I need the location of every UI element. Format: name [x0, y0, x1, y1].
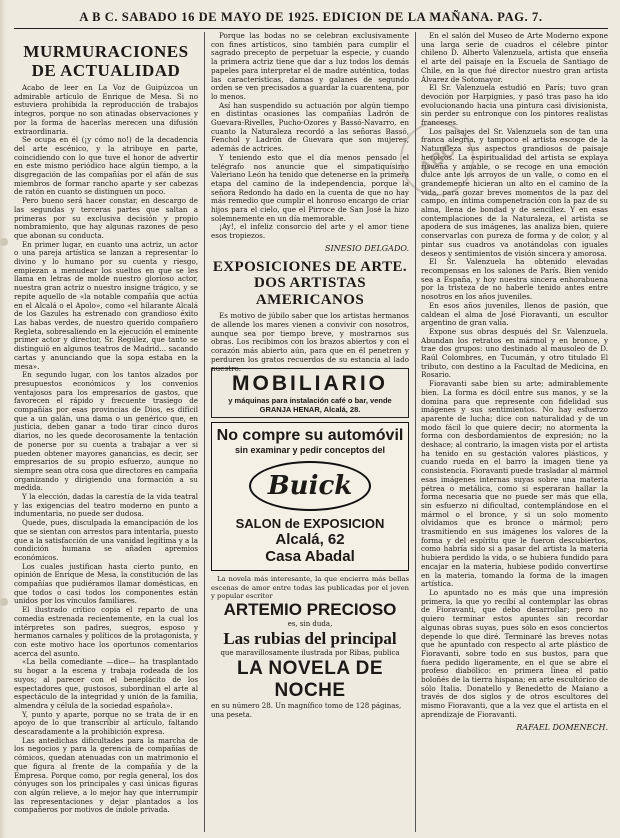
- article-paragraph: «La bella comediante —dice— ha trasplantado su hogar a la escena y trabaja rodeada de los suyos; al parecer con el beneplácito de los espectadores que, gustosos, subordinan el arte al espectáculo de la integridad y unión de la familia, almendra y célula de la sociedad española».: [14, 657, 198, 710]
- column-rule: [204, 32, 205, 832]
- article-murmuraciones-title: MURMURACIONES DE ACTUALIDAD: [23, 42, 189, 80]
- ad-novela-intro: La novela más interesante, la que encierra más bellas escenas de amor entre todas las publicadas por el joven y popular escritor: [211, 575, 409, 600]
- article-signature: SINESIO DELGADO.: [324, 243, 409, 253]
- article-paragraph: Así han suspendido su actuación por algún tiempo en distintas ocasiones las compañías Ladrón de Guevara-Rivelles, Pucho-Ozores y Bassó-Navarro, en cuanto la Naturaleza recordó a las señoras Bassó, Fenchol y Ladrón de Guevara que son mujeres, además de actrices.: [211, 100, 409, 154]
- ad-mobiliario: [211, 368, 409, 418]
- ad-novela-book-title: Las rubias del principal: [223, 628, 397, 648]
- ad-mobiliario-title: MOBILIARIO: [232, 372, 388, 396]
- article-paragraph: En primer lugar, en cuanto una actriz, un actor o una pareja artística se lanzan a representar lo divino y lo humano por su cuenta y riesgo, empiezan a menudear los sueltos en que se les llama en letras de molde nuestro glorioso actor, nuestra gran actriz o nuestro insigne trágico, y se repite aquello de «la notable compañía que actúa en el Alcalá o el Apolo», como «el hilarante Alcalá de los Gazules ha estrenado con grandioso éxito Las habas verdes, de nuestro querido compañero Regleta, sobresaliendo en la ejecución el eminente primer actor y director, Sr. Regúlez, que tanto se distinguió en algunos teatros de Madrid... sacando cartas y anunciando que la sopa estaba en la mesa».: [14, 239, 198, 371]
- ad-buick-company: Casa Abadal: [265, 548, 355, 566]
- columns: [14, 32, 608, 832]
- article-paragraph: En el salón del Museo de Arte Moderno expone una larga serie de cuadros el célebre pintor chileno D. Alberto Valenzuela, artista que enseña el arte del paisaje en la Escuela de Santiago de Chile, en la que fué director nuestro gran artista Álvarez de Sotomayor.: [421, 31, 608, 84]
- article-paragraph: En segundo lugar, con los tantos alzados por presupuestos económicos y los convenios ventajosos para los empresarios de gastos, que favorecen el rápido y frecuente trasiego de compañías por esas provincias de Dios, es difícil que a un galán, una dama o un genérico que, en justicia, deben ganar a todo tirar cinco duros diarios, no les quede decorosamente la tentación de ponerse por su cuenta a trabajar a ver si pueden obtener mayores ganancias, es decir, ser empresarios de su propio esfuerzo, aunque no siempre sean otra cosa que directores en campaña organizando y dirigiendo una formación a su medida.: [14, 370, 198, 493]
- ad-buick-subline: sin examinar y pedir conceptos del: [234, 445, 386, 456]
- article-exposiciones-title: EXPOSICIONES DE ARTE. DOS ARTISTAS AMERICANOS: [212, 258, 408, 308]
- ad-buick: [211, 422, 409, 571]
- article-paragraph: Expone sus obras después del Sr. Valenzuela. Abundan los retratos en mármol y en bronce, y trae dos grupos: uno destinado al mausoleo de D. Raúl Colombres, en Tucumán, y otro titulado El tributo, con destino a la Facultad de Medicina, en Rosario.: [421, 326, 608, 380]
- article-paragraph: Se ocupa en él (¡y cómo no!) de la decadencia del arte escénico, y la atribuye en parte, coincidiendo con lo que tuve el honor de advertir en este mismo periódico hace algún tiempo, a la disgregación de las compañías por el afán de sus miembros de formar rancho aparte y ser cabezas de ratón en cuanto se distinguen un poco.: [14, 135, 198, 197]
- article-paragraph: Los paisajes del Sr. Valenzuela son de tan una franca alegría, y tampoco el artista escoge de la Naturaleza sus aspectos grandiosos de paisaje heroicos. La espiritualidad del artista se explaya risueña y amable, o se recoge en una emoción dulce ante los arroyos de un valle, o como en el grandemente hicieran un alto en el camino de la vida, para gozar breves momentos de la paz del campo, en íntima compenetración con la paz de su alma, llena de bondad y de sencillez. Y en esas contemplaciones de la Naturaleza, el artista se apodera de sus imágenes, las analiza bien, quiere conservarlas con pureza de forma y de color, y al pintar sus cuadros va anotándolas con iguales deseos y sentimientos de visión sincera y amorosa.: [421, 126, 608, 258]
- article-paragraph: Los cuales justifican hasta cierto punto, en opinión de Enrique de Mesa, la constitución de las compañías que pudiéramos llamar domésticas, en que todos o casi todos los componentes están unidos por los vínculos familiares.: [14, 561, 198, 606]
- buick-logo: Buick: [249, 461, 371, 511]
- ad-buick-address: Alcalá, 62: [275, 531, 345, 549]
- ad-novela-mid: es, sin duda,: [287, 619, 333, 628]
- ad-novela: [211, 575, 409, 720]
- article-paragraph: Pero bueno será hacer constar, en descargo de las segundas y terceras partes que saltan a primeras por su exclusiva decisión y propio nombramiento, que hay algunas razones de peso que abonan su conducta.: [14, 196, 198, 240]
- article-paragraph: Quede, pues, disculpada la emancipación de los que se sientan con arrestos para intentarla, puesto que a la satisfacción de una vanidad legítima y a la condición humana se añaden apremios económicos.: [14, 518, 198, 562]
- ad-novela-mid2: que maravillosamente ilustrada por Ribas, publica: [220, 648, 400, 657]
- article-signature: RAFAEL DOMENECH.: [516, 722, 608, 732]
- abc-watermark-stamp: ABC: [385, 107, 488, 210]
- newspaper-page: [14, 6, 608, 832]
- binding-hole: [0, 238, 8, 246]
- ad-buick-salon: SALON de EXPOSICION: [235, 516, 385, 532]
- article-paragraph: Y, punto y aparte, porque no se trata de ir en apoyo de lo que transcribir al artículo, faltando descaradamente a la prohibición expresa.: [14, 709, 198, 737]
- article-paragraph: Las antedichas dificultades para la marcha de los negocios y para la gerencia de compañías de cómicos, quedan atenuadas con un matrimonio el que figura al frente de la compañía y de la Empresa. Porque como, por regla general, los dos cónyuges son los principales y casi únicas figuras con algún relieve, a lo mejor hay que interrumpir las representaciones y dejar plantados a los compañeros por motivos de índole privada.: [14, 735, 198, 815]
- article-paragraph: Fioravanti sabe bien su arte; admirablemente bien. La forma es dócil entre sus manos, y se la domina para que represente con fidelidad sus imágenes y sus sentimientos. No hay esfuerzo aparente de lucha; dice con naturalidad y de un modo fácil lo que quiere decir; no atormenta la forma con desbordamientos de expresión; no la deshace; al contrario, la imagen vista por el artista ha tenido en su gestación valores plásticos, y cuando rueda en el barro la imagen tiene ya consistencia. Fioravanti puede trasladar al mármol esas imágenes internas suyas sobre una materia pétrea o metálica, como si esperaran hallar la forma necesaria que no puede ser más que ella, sin esfuerzo ni dificultad, contemplándose en el mármol o el bronce, y si un solo momento olvidamos que es bronce o mármol; pero trasmitiendo en sus imágenes los valores de la forma y del espíritu que le fueron descubiertos, como habría sido si a pasar del artista la materia hubiera perdido la vida, o se hubiera fundido para encajar en la materia, hubiese podido convertirse en la materia, tomando la forma de la imagen artística.: [421, 379, 608, 589]
- article-paragraph: Porque las bodas no se celebran exclusivamente con fines artísticos, sino también para cumplir el sagrado precepto de perpetuar la especie, y cuando la primera actriz tiene que dar a luz todos los demás papeles para interpretar el de madre auténtica, todas las características, damas y galanes de segundo orden se ven precisados a guardar la cuarentena, por lo menos.: [211, 31, 409, 101]
- ad-mobiliario-text: y máquinas para instalación café o bar, vende GRANJA HENAR, Alcalá, 28.: [228, 396, 392, 415]
- article-paragraph: El Sr. Valenzuela estudió en París; tuvo gran devoción por Harpignies, y pasó tras paso ha ido evolucionando hacia una pintura casi divisionista, sin perder su entronque con los pintores realistas franceses.: [421, 83, 608, 128]
- ad-novela-publisher: LA NOVELA DE NOCHE: [236, 657, 384, 701]
- page-masthead: A B C. SABADO 16 DE MAYO DE 1925. EDICION DE LA MAÑANA. PAG. 7.: [14, 6, 608, 29]
- article-paragraph: El ilustrado crítico copia el reparto de una comedia estrenada recientemente, en la cual los intérpretes son padres, suegros, esposo y hermanos carnales y políticos de la protagonista, y con este motivo hace los oportunos comentarios acerca del asunto.: [14, 605, 198, 658]
- article-paragraph: Lo apuntado no es más que una impresión primera, la que yo recibí al contemplar las obras de Fioravanti, que debo desarrollar; pero no quiero terminar estos apuntes sin recordar algunas obras suyas, pues sólo en esos conciertos depende lo que diré. Terminaré las breves notas que he apuntado con respecto al arte plástico de Fioravanti, sobre todo en sus bustos, para que fuera pedido ligeramente, en el que se abre el profeso diabólico: en primera línea el patio boloñés de la tierra hispana; en arte escultórico de sólo Italia. Donatello y Benedetto de Maiano a través de dos siglos y de otros escultores del mismo Fioravanti, que a la vez que el artista en el aprendizaje de Fioravanti.: [421, 588, 608, 719]
- article-paragraph: Y la elección, dadas la carestía de la vida teatral y las exigencias del teatro moderno en punto a indumentaria, no puede ser dudosa.: [14, 492, 198, 519]
- page-fold-shadow: [0, 0, 6, 838]
- column-2: [211, 32, 409, 832]
- article-paragraph: ¡Ay!, el infeliz consorcio del arte y el amor tiene esos tropiezos.: [211, 222, 409, 241]
- article-paragraph: Acabo de leer en La Voz de Guipúzcoa un admirable artículo de Enrique de Mesa. Si no estuviera prohibida la reproducción de trabajos íntegros, porque no son atinadas observaciones y por la forma de hacerlas merecen una difusión extraordinaria.: [14, 83, 198, 136]
- ad-buick-headline: No compre su automóvil: [216, 427, 404, 445]
- article-paragraph: El Sr. Valenzuela ha obtenido elevadas recompensas en los salones de París. Bien venido sea a España, y hoy nuestra sincera enhorabuena por la tristeza de no haberle tenido antes entre nosotros en los años juveniles.: [421, 257, 608, 302]
- article-paragraph: En esos años juveniles, llenos de pasión, que caldean el alma de José Fioravanti, un escultor argentino de gran valía.: [421, 300, 608, 328]
- binding-hole: [0, 598, 8, 606]
- column-1: [14, 32, 198, 832]
- ad-novela-tail: en su número 28. Un magnífico tomo de 128 páginas, una peseta.: [211, 701, 402, 719]
- article-paragraph: Y teniendo esto que el día menos pensado el telégrafo nos anuncie que el simpatiquísimo Valeriano León ha tenido que detenerse en la primera etapa del camino de la independencia, porque la señora Redondo ha dado en la cuenta de que no hay más remedio que cumplir el honroso encargo de criar hijos para el cielo, que el Pirroce de San José la hizo solemnemente en un día memorable.: [211, 152, 409, 223]
- article-paragraph: Es motivo de júbilo saber que los artistas hermanos de allende los mares vienen a convivir con nosotros, aunque sea por tiempo breve, y mostrarnos sus obras. Los recibimos con los brazos abiertos y con el corazón más abierto aún, para que en él penetren y perduren los gratos recuerdos de su estancia al lado nuestro.: [211, 311, 409, 373]
- ad-novela-author: ARTEMIO PRECIOSO: [223, 599, 397, 619]
